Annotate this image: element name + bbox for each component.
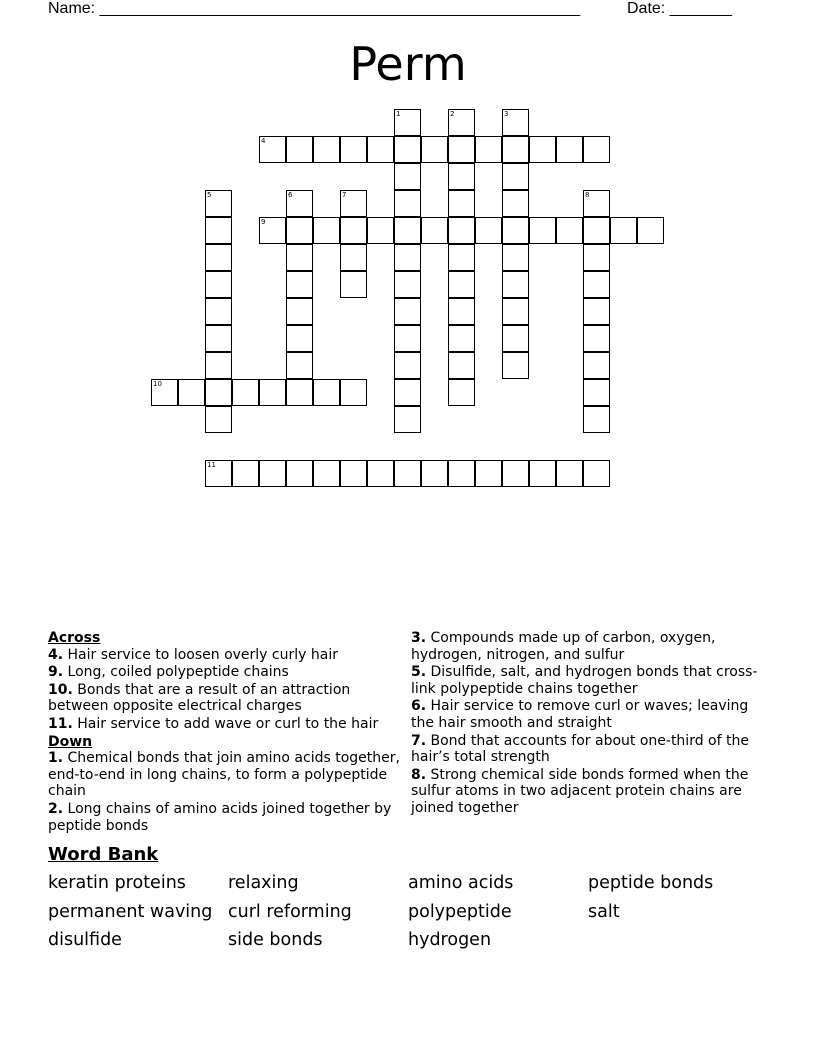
clue-number: 2 [450, 110, 455, 118]
crossword-cell[interactable] [286, 244, 313, 271]
crossword-cell[interactable] [286, 379, 313, 406]
clue-item-text: Long chains of amino acids joined together by peptide bonds [48, 800, 392, 834]
clue-item-number: 4. [48, 646, 64, 663]
clue-item [411, 698, 771, 731]
clue-item [48, 750, 400, 800]
clue-item [411, 630, 771, 663]
clue-item-text: Bonds that are a result of an attraction between opposite electrical charges [48, 681, 351, 715]
crossword-cell[interactable] [502, 298, 529, 325]
crossword-cell[interactable] [394, 379, 421, 406]
crossword-cell[interactable] [394, 163, 421, 190]
crossword-cell[interactable] [394, 325, 421, 352]
clue-number: 3 [504, 110, 509, 118]
clue-number: 10 [153, 380, 162, 388]
crossword-cell[interactable] [529, 460, 556, 487]
crossword-cell[interactable] [583, 271, 610, 298]
clue-item-text: Long, coiled polypeptide chains [67, 664, 289, 681]
crossword-cell[interactable] [286, 190, 313, 217]
word-bank-item: hydrogen [408, 930, 492, 950]
clue-number: 1 [396, 110, 401, 118]
clue-item-number: 6. [411, 698, 427, 715]
crossword-cell[interactable] [502, 163, 529, 190]
clue-item [48, 647, 400, 664]
word-bank-title: Word Bank [48, 844, 159, 865]
crossword-cell[interactable] [583, 379, 610, 406]
across-clue-list [48, 647, 400, 733]
crossword-cell[interactable] [448, 352, 475, 379]
crossword-cell[interactable] [205, 190, 232, 217]
crossword-cell[interactable] [529, 217, 556, 244]
crossword-cell[interactable] [502, 109, 529, 136]
crossword-cell[interactable] [178, 379, 205, 406]
crossword-cell[interactable] [448, 217, 475, 244]
crossword-cell[interactable] [421, 136, 448, 163]
crossword-cell[interactable] [286, 136, 313, 163]
crossword-cell[interactable] [583, 352, 610, 379]
crossword-cell[interactable] [259, 217, 286, 244]
date-field-label[interactable]: Date: _______ [627, 0, 732, 17]
clue-item-number: 9. [48, 664, 64, 681]
crossword-cell[interactable] [367, 136, 394, 163]
clue-number: 9 [261, 218, 266, 226]
crossword-cell[interactable] [583, 298, 610, 325]
clue-item [411, 767, 771, 817]
crossword-cell[interactable] [502, 460, 529, 487]
crossword-cell[interactable] [583, 136, 610, 163]
crossword-cell[interactable] [394, 244, 421, 271]
crossword-cell[interactable] [394, 298, 421, 325]
crossword-cell[interactable] [448, 163, 475, 190]
crossword-cell[interactable] [205, 325, 232, 352]
crossword-cell[interactable] [394, 217, 421, 244]
crossword-cell[interactable] [340, 136, 367, 163]
crossword-cell[interactable] [448, 460, 475, 487]
word-bank-item: permanent waving [48, 902, 213, 922]
crossword-cell[interactable] [502, 271, 529, 298]
crossword-cell[interactable] [367, 217, 394, 244]
crossword-cell[interactable] [448, 190, 475, 217]
crossword-cell[interactable] [313, 460, 340, 487]
clue-item-number: 10. [48, 681, 73, 698]
crossword-cell[interactable] [448, 271, 475, 298]
crossword-cell[interactable] [205, 460, 232, 487]
crossword-cell[interactable] [286, 352, 313, 379]
crossword-cell[interactable] [394, 190, 421, 217]
clue-item-text: Hair service to add wave or curl to the hair [77, 715, 379, 732]
crossword-cell[interactable] [340, 379, 367, 406]
word-bank-item: side bonds [228, 930, 323, 950]
crossword-cell[interactable] [205, 271, 232, 298]
page-title: Perm [349, 37, 467, 91]
crossword-cell[interactable] [394, 271, 421, 298]
clue-item [48, 682, 400, 715]
word-bank-item: keratin proteins [48, 873, 186, 893]
crossword-cell[interactable] [583, 406, 610, 433]
crossword-cell[interactable] [259, 379, 286, 406]
clue-item [48, 664, 400, 681]
crossword-cell[interactable] [556, 460, 583, 487]
crossword-cell[interactable] [448, 379, 475, 406]
crossword-cell[interactable] [637, 217, 664, 244]
crossword-cell[interactable] [583, 244, 610, 271]
crossword-cell[interactable] [475, 136, 502, 163]
clue-item-number: 8. [411, 766, 427, 783]
crossword-cell[interactable] [394, 352, 421, 379]
crossword-cell[interactable] [448, 109, 475, 136]
crossword-cell[interactable] [205, 244, 232, 271]
word-bank-item: peptide bonds [588, 873, 714, 893]
clues-right-column [411, 630, 771, 818]
crossword-cell[interactable] [367, 460, 394, 487]
clue-item-number: 2. [48, 800, 64, 817]
crossword-cell[interactable] [286, 460, 313, 487]
crossword-cell[interactable] [340, 190, 367, 217]
crossword-cell[interactable] [394, 406, 421, 433]
crossword-cell[interactable] [448, 298, 475, 325]
crossword-cell[interactable] [583, 460, 610, 487]
crossword-cell[interactable] [340, 271, 367, 298]
crossword-cell[interactable] [286, 217, 313, 244]
crossword-cell[interactable] [583, 217, 610, 244]
clue-item-text: Hair service to loosen overly curly hair [67, 646, 338, 663]
crossword-cell[interactable] [556, 136, 583, 163]
word-bank-item: salt [588, 902, 620, 922]
crossword-cell[interactable] [556, 217, 583, 244]
clue-item-number: 3. [411, 630, 427, 646]
across-heading: Across [48, 630, 101, 646]
crossword-cell[interactable] [340, 217, 367, 244]
crossword-cell[interactable] [475, 460, 502, 487]
clue-item-number: 11. [48, 715, 73, 732]
word-bank-item: polypeptide [408, 902, 512, 922]
crossword-cell[interactable] [421, 217, 448, 244]
crossword-cell[interactable] [502, 136, 529, 163]
crossword-grid [0, 0, 816, 500]
crossword-cell[interactable] [475, 217, 502, 244]
clue-number: 11 [207, 461, 216, 469]
crossword-cell[interactable] [502, 244, 529, 271]
clue-item [411, 733, 771, 766]
crossword-cell[interactable] [421, 460, 448, 487]
crossword-cell[interactable] [232, 379, 259, 406]
crossword-cell[interactable] [583, 190, 610, 217]
down-clue-list-continued [411, 630, 771, 817]
crossword-cell[interactable] [340, 244, 367, 271]
clue-item-text: Chemical bonds that join amino acids together, end-to-end in long chains, to form a polypeptide chain [48, 750, 400, 800]
crossword-cell[interactable] [502, 217, 529, 244]
clue-item-number: 1. [48, 750, 64, 767]
crossword-cell[interactable] [205, 379, 232, 406]
word-bank-item: curl reforming [228, 902, 352, 922]
clue-item-text: Compounds made up of carbon, oxygen, hydrogen, nitrogen, and sulfur [411, 630, 716, 663]
clue-item [411, 664, 771, 697]
crossword-cell[interactable] [232, 460, 259, 487]
crossword-cell[interactable] [502, 325, 529, 352]
crossword-cell[interactable] [340, 460, 367, 487]
crossword-cell[interactable] [205, 298, 232, 325]
crossword-cell[interactable] [502, 352, 529, 379]
down-heading: Down [48, 733, 93, 750]
crossword-cell[interactable] [259, 136, 286, 163]
clue-number: 6 [288, 191, 293, 199]
crossword-cell[interactable] [205, 217, 232, 244]
clue-item-text: Bond that accounts for about one-third of the hair’s total strength [411, 732, 749, 766]
clue-item-number: 7. [411, 732, 427, 749]
clue-item [48, 801, 400, 834]
crossword-cell[interactable] [448, 325, 475, 352]
clue-item [48, 716, 400, 733]
clue-item-text: Hair service to remove curl or waves; leaving the hair smooth and straight [411, 698, 749, 731]
name-field-label[interactable]: Name: ______________________________________________________ [48, 0, 581, 17]
crossword-cell[interactable] [394, 460, 421, 487]
crossword-cell[interactable] [529, 136, 556, 163]
word-bank-item: relaxing [228, 873, 299, 893]
clue-item-text: Strong chemical side bonds formed when the sulfur atoms in two adjacent protein chains are joined together [411, 766, 749, 816]
clue-number: 8 [585, 191, 590, 199]
crossword-cell[interactable] [151, 379, 178, 406]
clue-number: 5 [207, 191, 212, 199]
word-bank-item: disulfide [48, 930, 122, 950]
crossword-cell[interactable] [394, 109, 421, 136]
clue-number: 4 [261, 137, 266, 145]
crossword-cell[interactable] [394, 136, 421, 163]
crossword-cell[interactable] [313, 136, 340, 163]
crossword-cell[interactable] [259, 460, 286, 487]
clues-left-column [48, 630, 400, 835]
clue-item-text: Disulfide, salt, and hydrogen bonds that cross-link polypeptide chains together [411, 664, 758, 697]
crossword-cell[interactable] [448, 244, 475, 271]
crossword-cell[interactable] [205, 406, 232, 433]
clue-number: 7 [342, 191, 347, 199]
crossword-cell[interactable] [313, 217, 340, 244]
crossword-cell[interactable] [502, 190, 529, 217]
crossword-cell[interactable] [286, 325, 313, 352]
word-bank-item: amino acids [408, 873, 514, 893]
crossword-cell[interactable] [610, 217, 637, 244]
crossword-cell[interactable] [286, 271, 313, 298]
crossword-cell[interactable] [313, 379, 340, 406]
clue-item-number: 5. [411, 664, 427, 681]
crossword-cell[interactable] [583, 325, 610, 352]
down-clue-list [48, 750, 400, 834]
crossword-cell[interactable] [286, 298, 313, 325]
crossword-cell[interactable] [205, 352, 232, 379]
crossword-cell[interactable] [448, 136, 475, 163]
